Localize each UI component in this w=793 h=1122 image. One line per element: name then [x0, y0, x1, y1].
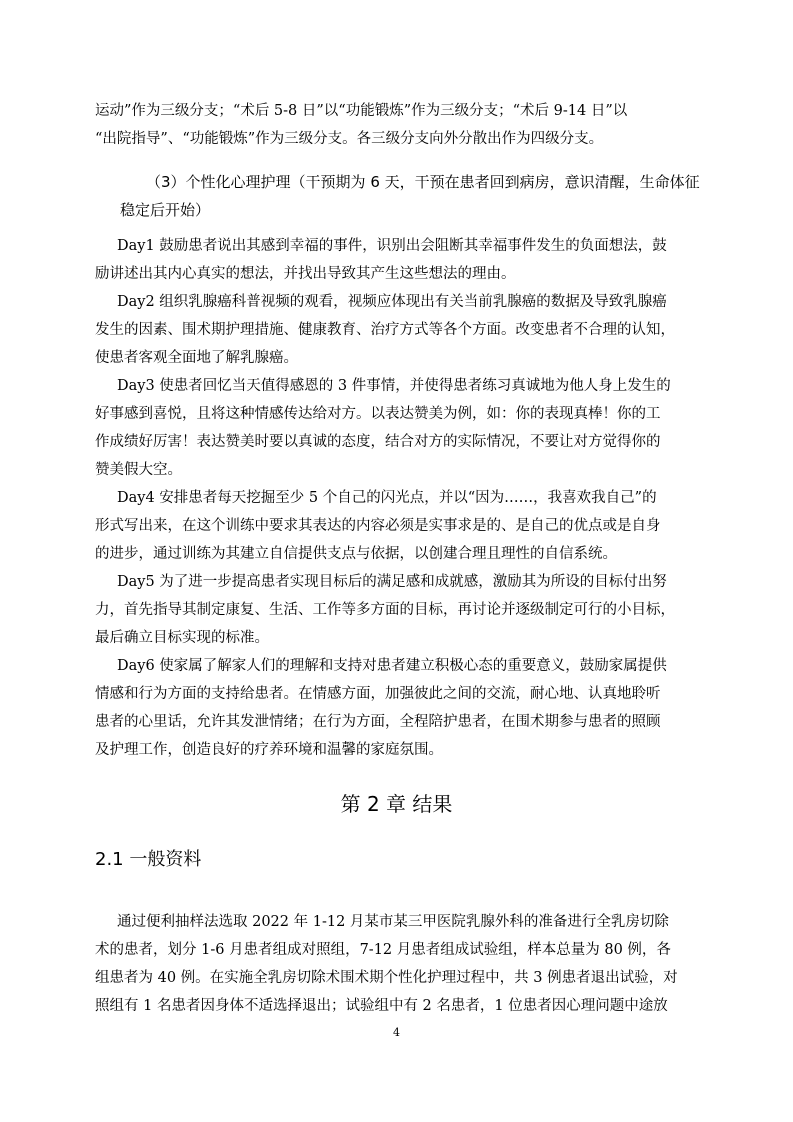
day6-line-4: 及护理工作，创造良好的疗养环境和温馨的家庭氛围。: [95, 742, 443, 758]
subsection-heading-line-2: 稳定后开始）: [120, 201, 211, 219]
day5-line-2: 力，首先指导其制定康复、生活、工作等多方面的目标，再讨论并逐级制定可行的小目标，: [95, 602, 675, 618]
results-line-4: 照组有 1 名患者因身体不适选择退出；试验组中有 2 名患者，1 位患者因心理问题中途放: [95, 998, 668, 1014]
day3-line-3: 作成绩好厉害！表达赞美时要以真诚的态度，结合对方的实际情况，不要让对方觉得你的: [95, 434, 661, 450]
day5-line-1: Day5 为了进一步提高患者实现目标后的满足感和成就感，激励其为所设的目标付出努: [117, 574, 667, 590]
subsection-heading-line-1: （3）个性化心理护理（干预期为 6 天，干预在患者回到病房，意识清醒，生命体征: [146, 173, 700, 191]
day4-line-1: Day4 安排患者每天挖掘至少 5 个自己的闪光点，并以“因为……，我喜欢我自己”的: [117, 490, 657, 506]
day3-line-4: 赞美假大空。: [95, 462, 182, 478]
day6-line-1: Day6 使家属了解家人们的理解和支持对患者建立积极心态的重要意义，鼓励家属提供: [117, 658, 667, 674]
section-title: 2.1 一般资料: [95, 849, 202, 870]
day6-line-2: 情感和行为方面的支持给患者。在情感方面，加强彼此之间的交流，耐心地、认真地聆听: [95, 686, 661, 702]
day4-line-2: 形式写出来，在这个训练中要求其表达的内容必须是实事求是的、是自己的优点或是自身: [95, 518, 661, 534]
results-line-2: 术的患者，划分 1-6 月患者组成对照组，7-12 月患者组成试验组，样本总量为 80 例，各: [95, 942, 671, 958]
results-line-3: 组患者为 40 例。在实施全乳房切除术围术期个性化护理过程中，共 3 例患者退出试验，对: [95, 970, 678, 986]
day3-line-2: 好事感到喜悦，且将这种情感传达给对方。以表达赞美为例，如：你的表现真棒！你的工: [95, 406, 661, 422]
day5-line-3: 最后确立目标实现的标准。: [95, 630, 269, 646]
results-line-1: 通过便利抽样法选取 2022 年 1-12 月某市某三甲医院乳腺外科的准备进行全乳房切除: [117, 914, 669, 930]
chapter-title: 第 2 章 结果: [340, 792, 453, 816]
intro-line-2: “出院指导”、“功能锻炼”作为三级分支。各三级分支向外分散出作为四级分支。: [95, 131, 604, 147]
day2-line-1: Day2 组织乳腺癌科普视频的观看，视频应体现出有关当前乳腺癌的数据及导致乳腺癌: [117, 294, 667, 310]
day2-line-3: 使患者客观全面地了解乳腺癌。: [95, 350, 298, 366]
day4-line-3: 的进步，通过训练为其建立自信提供支点与依据，以创建合理且理性的自信系统。: [95, 546, 617, 562]
day1-line-2: 励讲述出其内心真实的想法，并找出导致其产生这些想法的理由。: [95, 266, 516, 282]
day6-line-3: 患者的心里话，允许其发泄情绪；在行为方面，全程陪护患者，在围术期参与患者的照顾: [95, 714, 661, 730]
page-number: 4: [393, 1026, 400, 1039]
intro-line-1: 运动”作为三级分支；“术后 5-8 日”以“功能锻炼”作为三级分支；“术后 9-14 日”以: [95, 103, 628, 119]
day1-line-1: Day1 鼓励患者说出其感到幸福的事件，识别出会阻断其幸福事件发生的负面想法，鼓: [117, 238, 667, 254]
day2-line-2: 发生的因素、围术期护理措施、健康教育、治疗方式等各个方面。改变患者不合理的认知，: [95, 322, 675, 338]
day3-line-1: Day3 使患者回忆当天值得感恩的 3 件事情，并使得患者练习真诚地为他人身上发生的: [117, 378, 671, 394]
